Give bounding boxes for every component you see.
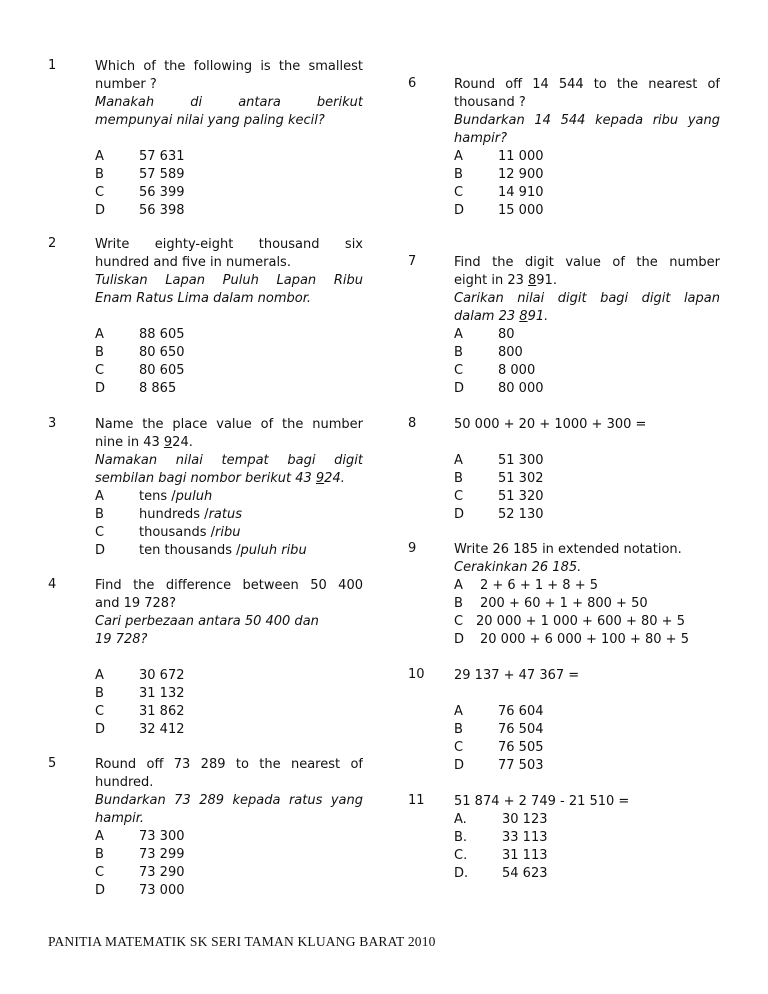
question-text-en: eight in 23 891. [454, 273, 557, 288]
question-text-ms: Manakah di antara berikut [95, 95, 363, 110]
question-number: 11 [408, 793, 425, 808]
answer-option[interactable]: A 11 000 [454, 149, 544, 164]
answer-option[interactable]: A. 30 123 [454, 812, 548, 827]
question-number: 6 [408, 76, 417, 91]
answer-option[interactable]: A 2 + 6 + 1 + 8 + 5 [454, 578, 598, 593]
answer-option[interactable]: B 57 589 [95, 167, 185, 182]
question-text-ms: Cari perbezaan antara 50 400 dan [95, 614, 319, 629]
answer-option[interactable]: C 20 000 + 1 000 + 600 + 80 + 5 [454, 614, 685, 629]
question-text-en: Find the digit value of the number [454, 255, 720, 270]
question-number: 2 [48, 236, 57, 251]
answer-option[interactable]: C thousands /ribu [95, 525, 241, 540]
answer-option[interactable]: C 56 399 [95, 185, 185, 200]
answer-option[interactable]: B 12 900 [454, 167, 544, 182]
underlined-digit: 8 [519, 309, 528, 324]
answer-option[interactable]: B hundreds /ratus [95, 507, 242, 522]
question-number: 7 [408, 254, 417, 269]
underlined-digit: 9 [315, 471, 325, 486]
question-text-ms: hampir. [95, 811, 145, 826]
answer-option[interactable]: C 31 862 [95, 704, 185, 719]
question-text-en: Round off 14 544 to the nearest of [454, 77, 720, 92]
answer-option[interactable]: D 56 398 [95, 203, 185, 218]
answer-option[interactable]: C 14 910 [454, 185, 544, 200]
answer-option[interactable]: B 31 132 [95, 686, 185, 701]
question-text-ms: Namakan nilai tempat bagi digit [95, 453, 363, 468]
question-text-en: thousand ? [454, 95, 526, 110]
answer-option[interactable]: D 77 503 [454, 758, 544, 773]
underlined-digit: 9 [163, 435, 173, 450]
answer-option[interactable]: A 76 604 [454, 704, 544, 719]
answer-option[interactable]: D. 54 623 [454, 866, 548, 881]
answer-option[interactable]: D 20 000 + 6 000 + 100 + 80 + 5 [454, 632, 689, 647]
question-text-ms: sembilan bagi nombor berikut 43 924. [95, 471, 345, 486]
question-text-en: number ? [95, 77, 157, 92]
answer-option[interactable]: B 76 504 [454, 722, 544, 737]
question-text-ms: Bundarkan 73 289 kepada ratus yang [95, 793, 363, 808]
answer-option[interactable]: A 80 [454, 327, 515, 342]
question-number: 1 [48, 58, 57, 73]
answer-option[interactable]: A 73 300 [95, 829, 185, 844]
answer-option[interactable]: C 76 505 [454, 740, 544, 755]
answer-option[interactable]: A 51 300 [454, 453, 544, 468]
question-number: 10 [408, 667, 425, 682]
question-number: 3 [48, 416, 57, 431]
question-text-en: 51 874 + 2 749 - 21 510 = [454, 794, 630, 809]
answer-option[interactable]: A 88 605 [95, 327, 185, 342]
answer-option[interactable]: B. 33 113 [454, 830, 548, 845]
answer-option[interactable]: B 800 [454, 345, 523, 360]
question-text-en: nine in 43 924. [95, 435, 193, 450]
answer-option[interactable]: D 52 130 [454, 507, 544, 522]
question-text-ms: hampir? [454, 131, 507, 146]
answer-option[interactable]: B 200 + 60 + 1 + 800 + 50 [454, 596, 648, 611]
question-text-en: 29 137 + 47 367 = [454, 668, 580, 683]
question-text-en: hundred. [95, 775, 154, 790]
question-text-en: Find the difference between 50 400 [95, 578, 363, 593]
question-text-en: Name the place value of the number [95, 417, 363, 432]
answer-option[interactable]: A 57 631 [95, 149, 185, 164]
question-text-en: 50 000 + 20 + 1000 + 300 = [454, 417, 647, 432]
answer-option[interactable]: B 73 299 [95, 847, 185, 862]
answer-option[interactable]: C 8 000 [454, 363, 536, 378]
question-text-ms: Cerakinkan 26 185. [454, 560, 582, 575]
answer-option[interactable]: D 15 000 [454, 203, 544, 218]
answer-option[interactable]: B 51 302 [454, 471, 544, 486]
answer-option[interactable]: D 32 412 [95, 722, 185, 737]
page-footer: PANITIA MATEMATIK SK SERI TAMAN KLUANG BARAT 2010 [48, 934, 436, 949]
question-text-ms: 19 728? [95, 632, 148, 647]
question-text-en: Which of the following is the smallest [95, 59, 363, 74]
answer-option[interactable]: D 8 865 [95, 381, 177, 396]
question-text-ms: Tuliskan Lapan Puluh Lapan Ribu [95, 273, 363, 288]
answer-option[interactable]: D ten thousands /puluh ribu [95, 543, 307, 558]
answer-option[interactable]: A 30 672 [95, 668, 185, 683]
question-text-ms: Enam Ratus Lima dalam nombor. [95, 291, 312, 306]
question-number: 9 [408, 541, 417, 556]
answer-option[interactable]: D 73 000 [95, 883, 185, 898]
question-text-en: Write eighty-eight thousand six [95, 237, 363, 252]
question-number: 5 [48, 756, 57, 771]
question-text-en: and 19 728? [95, 596, 176, 611]
answer-option[interactable]: A tens /puluh [95, 489, 213, 504]
question-text-ms: Bundarkan 14 544 kepada ribu yang [454, 113, 720, 128]
answer-option[interactable]: C 73 290 [95, 865, 185, 880]
answer-option[interactable]: C 51 320 [454, 489, 544, 504]
question-text-en: Round off 73 289 to the nearest of [95, 757, 363, 772]
question-text-en: hundred and five in numerals. [95, 255, 291, 270]
question-text-ms: mempunyai nilai yang paling kecil? [95, 113, 325, 128]
question-text-ms: dalam 23 891. [454, 309, 549, 324]
answer-option[interactable]: C. 31 113 [454, 848, 548, 863]
question-text-en: Write 26 185 in extended notation. [454, 542, 682, 557]
answer-option[interactable]: C 80 605 [95, 363, 185, 378]
answer-option[interactable]: D 80 000 [454, 381, 544, 396]
underlined-digit: 8 [528, 273, 537, 288]
question-text-ms: Carikan nilai digit bagi digit lapan [454, 291, 720, 306]
question-number: 8 [408, 416, 417, 431]
answer-option[interactable]: B 80 650 [95, 345, 185, 360]
question-number: 4 [48, 577, 57, 592]
